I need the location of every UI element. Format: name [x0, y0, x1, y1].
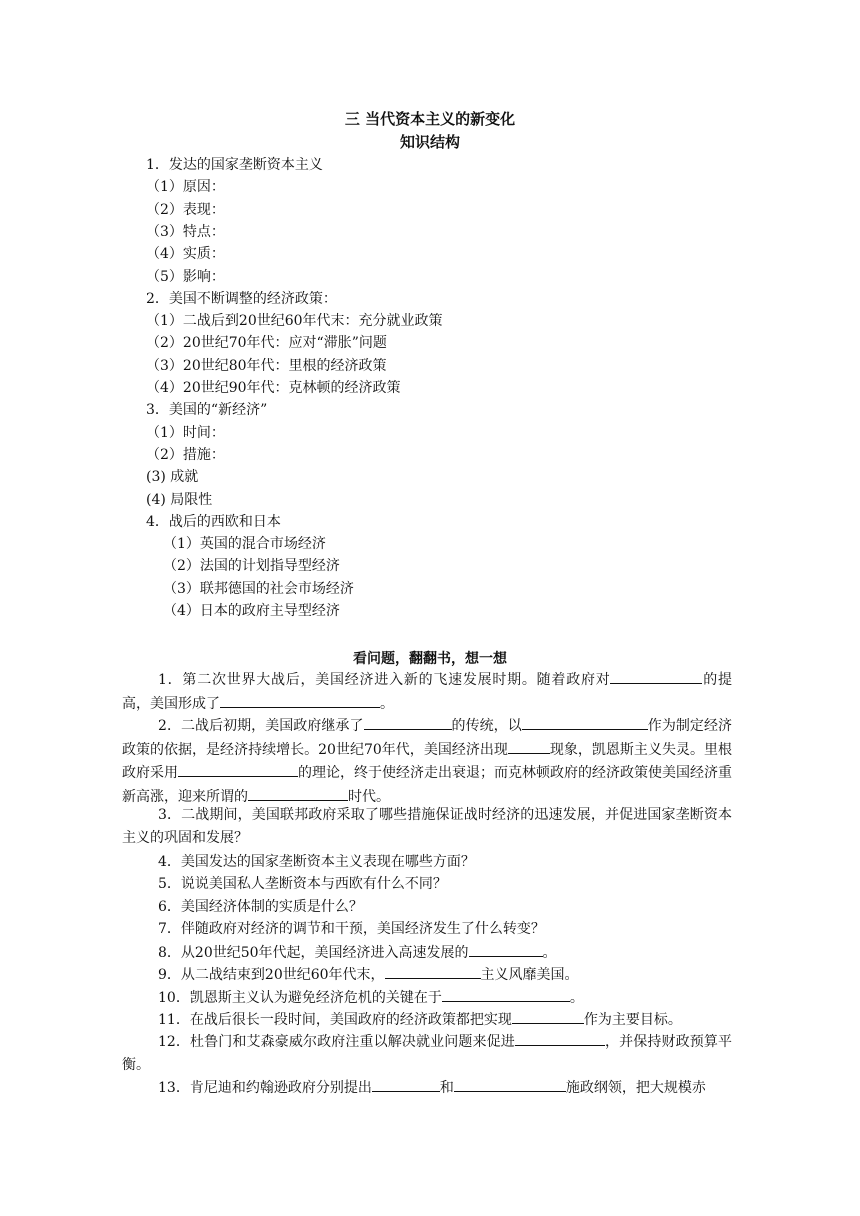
- outline-item: （3）特点：: [146, 223, 225, 240]
- answer-blank[interactable]: [364, 714, 452, 730]
- answer-blank[interactable]: [372, 1076, 440, 1092]
- answer-blank[interactable]: [220, 692, 380, 708]
- question-13: 13．肯尼迪和约翰逊政府分别提出 和 施政纲领，把大规模赤: [122, 1076, 732, 1100]
- outline-item: 2．美国不断调整的经济政策：: [146, 290, 337, 307]
- question-11: 11．在战后很长一段时间，美国政府的经济政策都把实现 作为主要目标。: [122, 1008, 732, 1032]
- outline-item: （2）表现：: [146, 201, 225, 218]
- outline-item: （5）影响：: [146, 268, 225, 285]
- outline-item: 1．发达的国家垄断资本主义: [146, 157, 323, 173]
- answer-blank[interactable]: [515, 1030, 605, 1046]
- outline-item: （3）联邦德国的社会市场经济: [163, 580, 354, 597]
- question-8: 8．从20世纪50年代起，美国经济进入高速发展的 。: [122, 941, 732, 965]
- section-title-knowledge-structure: 知识结构: [399, 133, 460, 151]
- answer-blank[interactable]: [442, 986, 570, 1002]
- question-3: 3．二战期间，美国联邦政府采取了哪些措施保证战时经济的迅速发展，并促进国家垄断资本主义的巩固和发展？: [122, 807, 732, 846]
- answer-blank[interactable]: [248, 785, 348, 801]
- answer-blank[interactable]: [522, 714, 648, 730]
- outline-item: (3) 成就: [146, 469, 199, 486]
- outline-item: 3．美国的“新经济”: [146, 402, 268, 419]
- answer-blank[interactable]: [508, 738, 550, 754]
- outline-item: （4）日本的政府主导型经济: [163, 603, 340, 619]
- question-12: 12．杜鲁门和艾森豪威尔政府注重以解决就业问题来促进 ，并保持财政预算平衡。: [122, 1030, 732, 1076]
- question-7: 7．伴随政府对经济的调节和干预，美国经济发生了什么转变？: [158, 921, 545, 937]
- question-6: 6．美国经济体制的实质是什么？: [158, 899, 363, 915]
- question-10: 10．凯恩斯主义认为避免经济危机的关键在于 。: [122, 986, 732, 1010]
- outline-item: （1）原因：: [146, 179, 225, 196]
- answer-blank[interactable]: [454, 1076, 566, 1092]
- question-2: 2．二战后初期，美国政府继承了 的传统，以 作为制定经济政策的依据，是经济持续增长。20世纪70年代，美国经济出现 现象，凯恩斯主义失灵。里根政府采用 的理论，终于使经济走出衰退；而克林顿政府的经济政策使美国经济重新高涨，迎来所谓的 时代。: [122, 714, 732, 808]
- outline-item: （1）时间：: [146, 424, 225, 441]
- question-4: 4．美国发达的国家垄断资本主义表现在哪些方面？: [158, 854, 475, 870]
- outline-item: （4）20世纪90年代：克林顿的经济政策: [146, 380, 401, 396]
- answer-blank[interactable]: [512, 1008, 584, 1024]
- answer-blank[interactable]: [178, 761, 298, 777]
- page-title: 三 当代资本主义的新变化: [344, 110, 516, 128]
- outline-item: （4）实质：: [146, 246, 225, 263]
- answer-blank[interactable]: [385, 963, 481, 979]
- section-title-questions: 看问题，翻翻书，想一想: [353, 651, 507, 667]
- outline-item: (4) 局限性: [146, 491, 213, 508]
- outline-item: 4．战后的西欧和日本: [146, 513, 281, 530]
- answer-blank[interactable]: [469, 941, 543, 957]
- question-1: 1．第二次世界大战后，美国经济进入新的飞速发展时期。随着政府对 的提高，美国形成了 。: [122, 668, 732, 715]
- outline-item: （3）20世纪80年代：里根的经济政策: [146, 357, 387, 374]
- answer-blank[interactable]: [610, 668, 702, 684]
- question-9: 9．从二战结束到20世纪60年代末， 主义风靡美国。: [122, 963, 732, 987]
- outline-item: （1）二战后到20世纪60年代末：充分就业政策: [146, 313, 443, 330]
- outline-item: （2）措施：: [146, 446, 225, 463]
- question-5: 5．说说美国私人垄断资本与西欧有什么不同？: [158, 876, 447, 892]
- outline-item: （1）英国的混合市场经济: [163, 536, 326, 553]
- outline-item: （2）法国的计划指导型经济: [163, 558, 340, 575]
- outline-item: （2）20世纪70年代：应对“滞胀”问题: [146, 335, 387, 352]
